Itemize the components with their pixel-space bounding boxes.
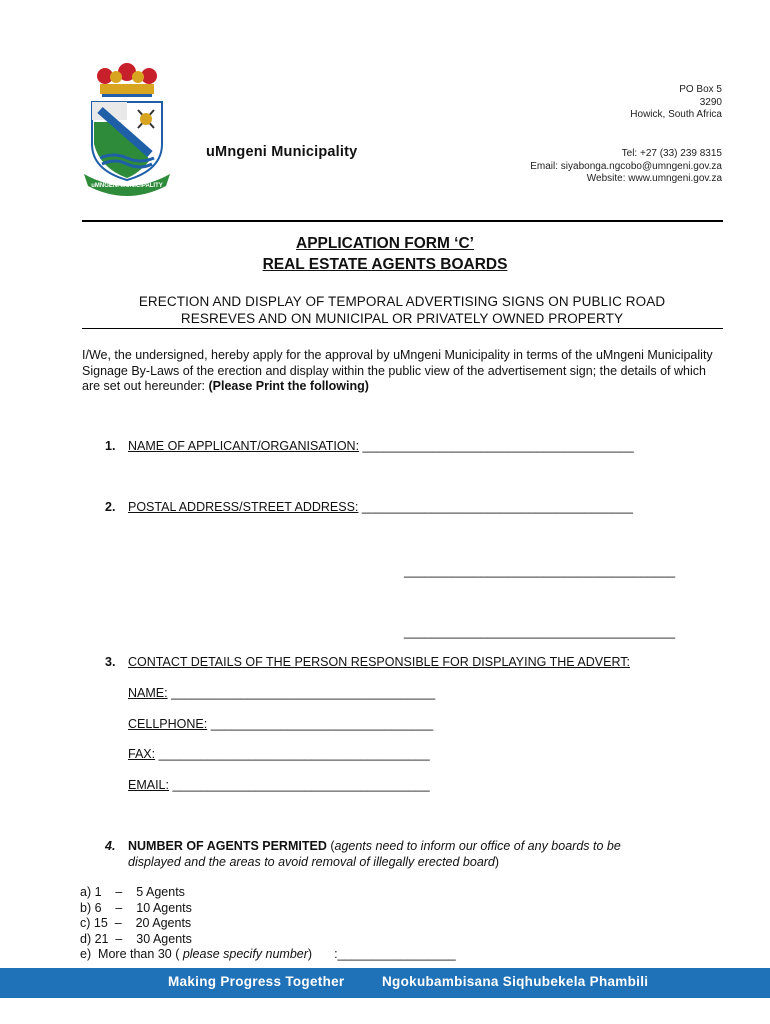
section-divider — [82, 328, 723, 329]
option-row-other[interactable] — [80, 947, 456, 963]
blank-line[interactable]: :_________________ — [334, 947, 456, 961]
intro-text: I/We, the undersigned, hereby apply for the approval by uMngeni Municipality in terms of the uMngeni Municipality Signage By-Laws of the erection and display within the public view of the advertisement sign; the details of which are set out hereunder: — [82, 348, 713, 393]
footer-banner — [0, 968, 770, 998]
q4-bold: NUMBER OF AGENTS PERMITED — [128, 839, 327, 853]
description-line: ERECTION AND DISPLAY OF TEMPORAL ADVERTISING SIGNS ON PUBLIC ROAD — [138, 294, 666, 309]
address-line: 3290 — [699, 96, 722, 108]
intro-paragraph — [82, 348, 727, 395]
postal-address — [482, 84, 722, 122]
intro-bold: (Please Print the following) — [208, 379, 369, 393]
field-applicant-name[interactable] — [105, 439, 634, 453]
footer-slogan-english: Making Progress Together — [168, 974, 345, 989]
option-e-close: ) — [307, 947, 313, 961]
q4-italic: displayed and the areas to avoid removal of illegally erected board — [128, 854, 495, 869]
field-label: CONTACT DETAILS OF THE PERSON RESPONSIBLE FOR DISPLAYING THE ADVERT: — [128, 655, 630, 669]
blank-line[interactable]: ________________________________ — [210, 717, 434, 731]
option-row[interactable]: d) 21 – 30 Agents — [80, 931, 192, 946]
field-postal-address[interactable] — [105, 500, 633, 514]
svg-text:uMNGENI MUNICIPALITY: uMNGENI MUNICIPALITY — [91, 183, 163, 189]
form-description — [84, 293, 720, 327]
header-divider — [82, 220, 723, 222]
item-number: 1. — [105, 439, 116, 453]
field-label: NAME OF APPLICANT/ORGANISATION: — [128, 439, 360, 453]
tel-text: Tel: +27 (33) 239 8315 — [621, 148, 722, 159]
field-label: EMAIL: — [128, 778, 169, 792]
q4-open: ( — [326, 839, 335, 853]
blank-line[interactable]: _______________________________________ — [158, 747, 430, 761]
municipality-name: uMngeni Municipality — [206, 144, 358, 160]
option-e-italic: please specify number — [182, 947, 308, 961]
field-number-of-agents — [105, 839, 725, 870]
field-label: NAME: — [128, 686, 168, 700]
q4-close: ) — [494, 854, 500, 869]
agent-options — [80, 885, 456, 963]
field-label: POSTAL ADDRESS/STREET ADDRESS: — [128, 500, 359, 514]
website-text: Website: www.umngeni.gov.za — [586, 173, 722, 184]
q4-italic: agents need to inform our office of any boards to be — [334, 839, 621, 853]
q4-line-1 — [105, 839, 725, 855]
field-label: CELLPHONE: — [128, 717, 208, 731]
option-row[interactable]: a) 1 – 5 Agents — [80, 885, 185, 899]
q4-line-2 — [105, 855, 725, 871]
blank-line[interactable]: _______________________________________ — [362, 439, 634, 453]
item-number: 3. — [105, 655, 116, 669]
description-line: RESREVES AND ON MUNICIPAL OR PRIVATELY OWNED PROPERTY — [180, 311, 624, 326]
field-contact-name[interactable] — [128, 686, 435, 700]
address-line: Howick, South Africa — [630, 109, 722, 120]
footer-slogan-zulu: Ngokubambisana Siqhubekela Phambili — [382, 974, 649, 989]
form-subtitle: REAL ESTATE AGENTS BOARDS — [262, 256, 508, 273]
option-e-text: e) More than 30 ( — [80, 947, 183, 961]
field-contact-details — [105, 655, 630, 669]
municipality-logo — [80, 62, 174, 196]
item-number: 4. — [105, 839, 116, 853]
email-text: Email: siyabonga.ngcobo@umngeni.gov.za — [530, 160, 722, 172]
blank-line[interactable]: _____________________________________ — [172, 778, 430, 792]
field-cellphone[interactable] — [128, 717, 433, 731]
option-row[interactable]: b) 6 – 10 Agents — [80, 900, 192, 915]
item-number: 2. — [105, 500, 116, 514]
address-line: PO Box 5 — [679, 84, 722, 95]
field-fax[interactable] — [128, 747, 430, 761]
field-label: FAX: — [128, 747, 156, 761]
crown-icon — [97, 63, 157, 97]
field-email[interactable] — [128, 778, 430, 792]
contact-info — [422, 148, 722, 186]
form-title: APPLICATION FORM ‘C’ — [296, 235, 474, 252]
blank-line[interactable]: _______________________________________ — [404, 564, 676, 578]
blank-line[interactable]: ______________________________________ — [171, 686, 436, 700]
blank-line[interactable]: _______________________________________ — [404, 625, 676, 639]
blank-line[interactable]: _______________________________________ — [361, 500, 633, 514]
option-row[interactable]: c) 15 – 20 Agents — [80, 916, 192, 930]
